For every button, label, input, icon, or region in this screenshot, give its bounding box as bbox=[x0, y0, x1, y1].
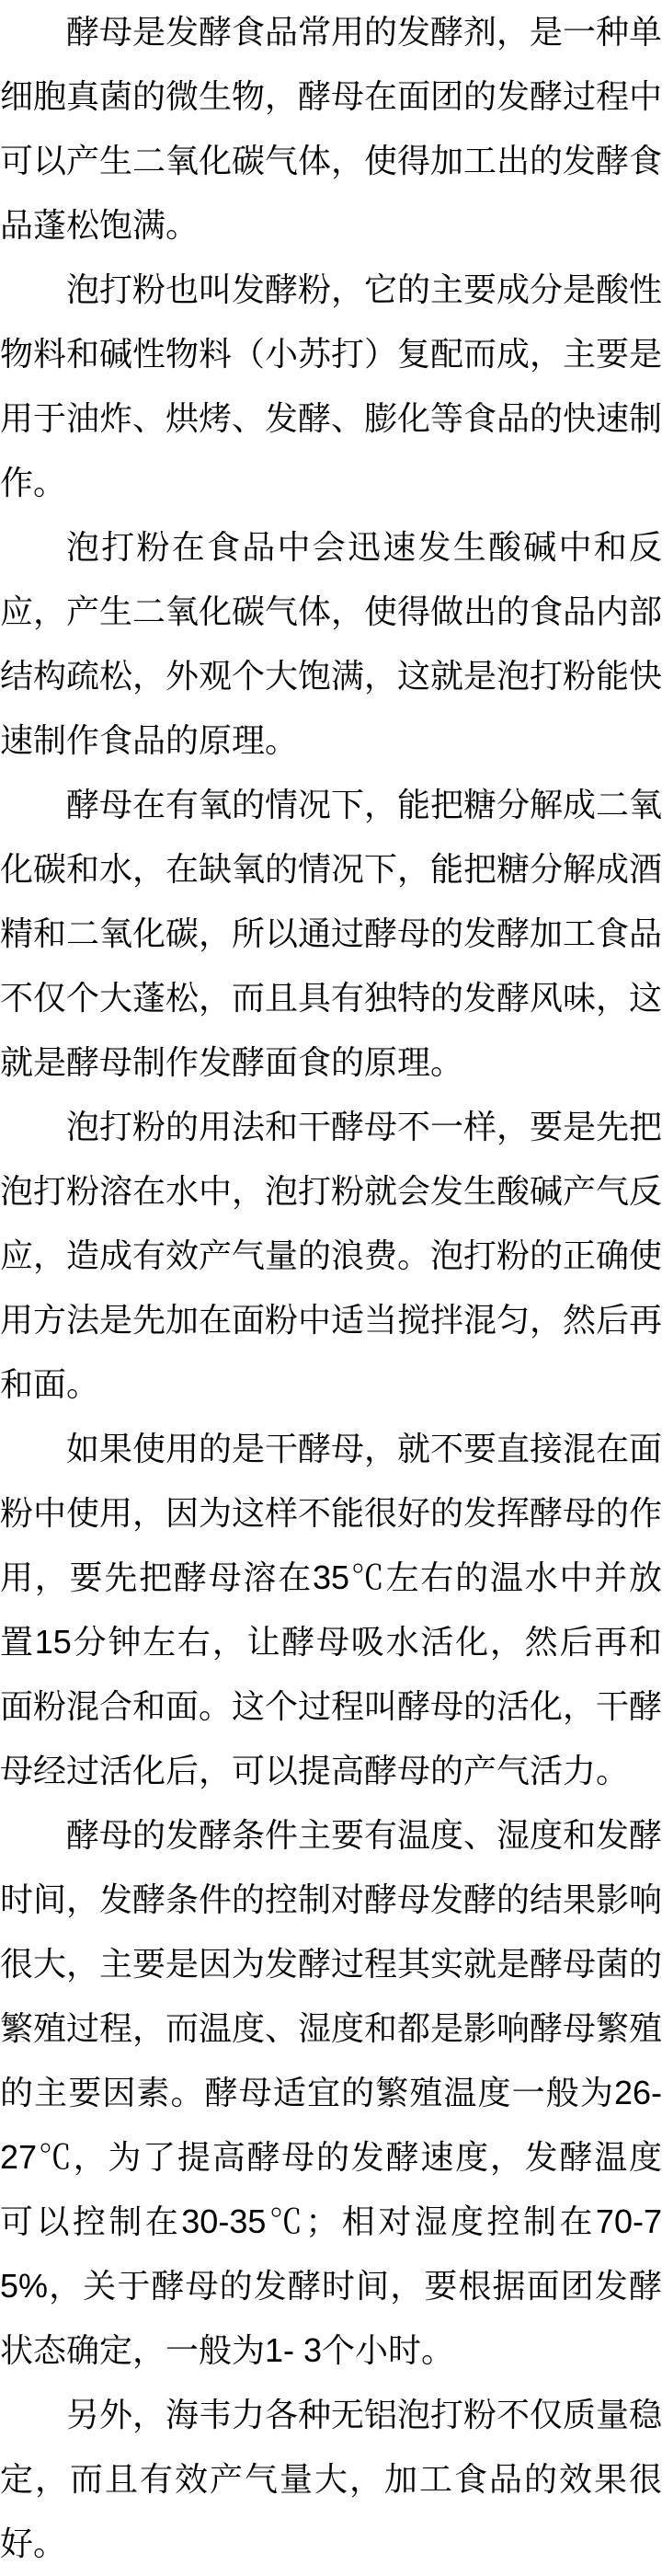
paragraph-baking-powder-intro: 泡打粉也叫发酵粉，它的主要成分是酸性物料和碱性物料（小苏打）复配而成，主要是用于油炸、烘烤、发酵、膨化等食品的快速制作。 bbox=[0, 270, 662, 501]
paragraph-yeast-principle: 酵母在有氧的情况下，能把糖分解成二氧化碳和水，在缺氧的情况下，能把糖分解成酒精和二氧化碳，所以通过酵母的发酵加工食品不仅个大蓬松，而且具有独特的发酵风味，这就是酵母制作发酵面食的原理。 bbox=[0, 786, 662, 1081]
paragraph-baking-powder-principle: 泡打粉在食品中会迅速发生酸碱中和反应，产生二氧化碳气体，使得做出的食品内部结构疏松，外观个大饱满，这就是泡打粉能快速制作食品的原理。 bbox=[0, 528, 662, 759]
paragraph-fermentation-conditions: 酵母的发酵条件主要有温度、湿度和发酵时间，发酵条件的控制对酵母发酵的结果影响很大，主要是因为发酵过程其实就是酵母菌的繁殖过程，而温度、湿度和都是影响酵母繁殖的主要因素。酵母适宜的繁殖温度一般为26-27℃，为了提高酵母的发酵速度，发酵温度可以控制在30-35℃；相对湿度控制在70-75%，关于酵母的发酵时间，要根据面团发酵状态确定，一般为1- 3个小时。 bbox=[0, 1816, 662, 2369]
paragraph-baking-powder-usage: 泡打粉的用法和干酵母不一样，要是先把泡打粉溶在水中，泡打粉就会发生酸碱产气反应，造成有效产气量的浪费。泡打粉的正确使用方法是先加在面粉中适当搅拌混匀，然后再和面。 bbox=[0, 1108, 662, 1403]
paragraph-dry-yeast-activation: 如果使用的是干酵母，就不要直接混在面粉中使用，因为这样不能很好的发挥酵母的作用，要先把酵母溶在35℃左右的温水中并放置15分钟左右，让酵母吸水活化，然后再和面粉混合和面。这个过程叫酵母的活化，干酵母经过活化后，可以提高酵母的产气活力。 bbox=[0, 1430, 662, 1789]
paragraph-yeast-intro: 酵母是发酵食品常用的发酵剂，是一种单细胞真菌的微生物，酵母在面团的发酵过程中可以产生二氧化碳气体，使得加工出的发酵食品蓬松饱满。 bbox=[0, 13, 662, 244]
paragraph-closing-note: 另外，海韦力各种无铝泡打粉不仅质量稳定，而且有效产气量大，加工食品的效果很好。 bbox=[0, 2396, 662, 2562]
